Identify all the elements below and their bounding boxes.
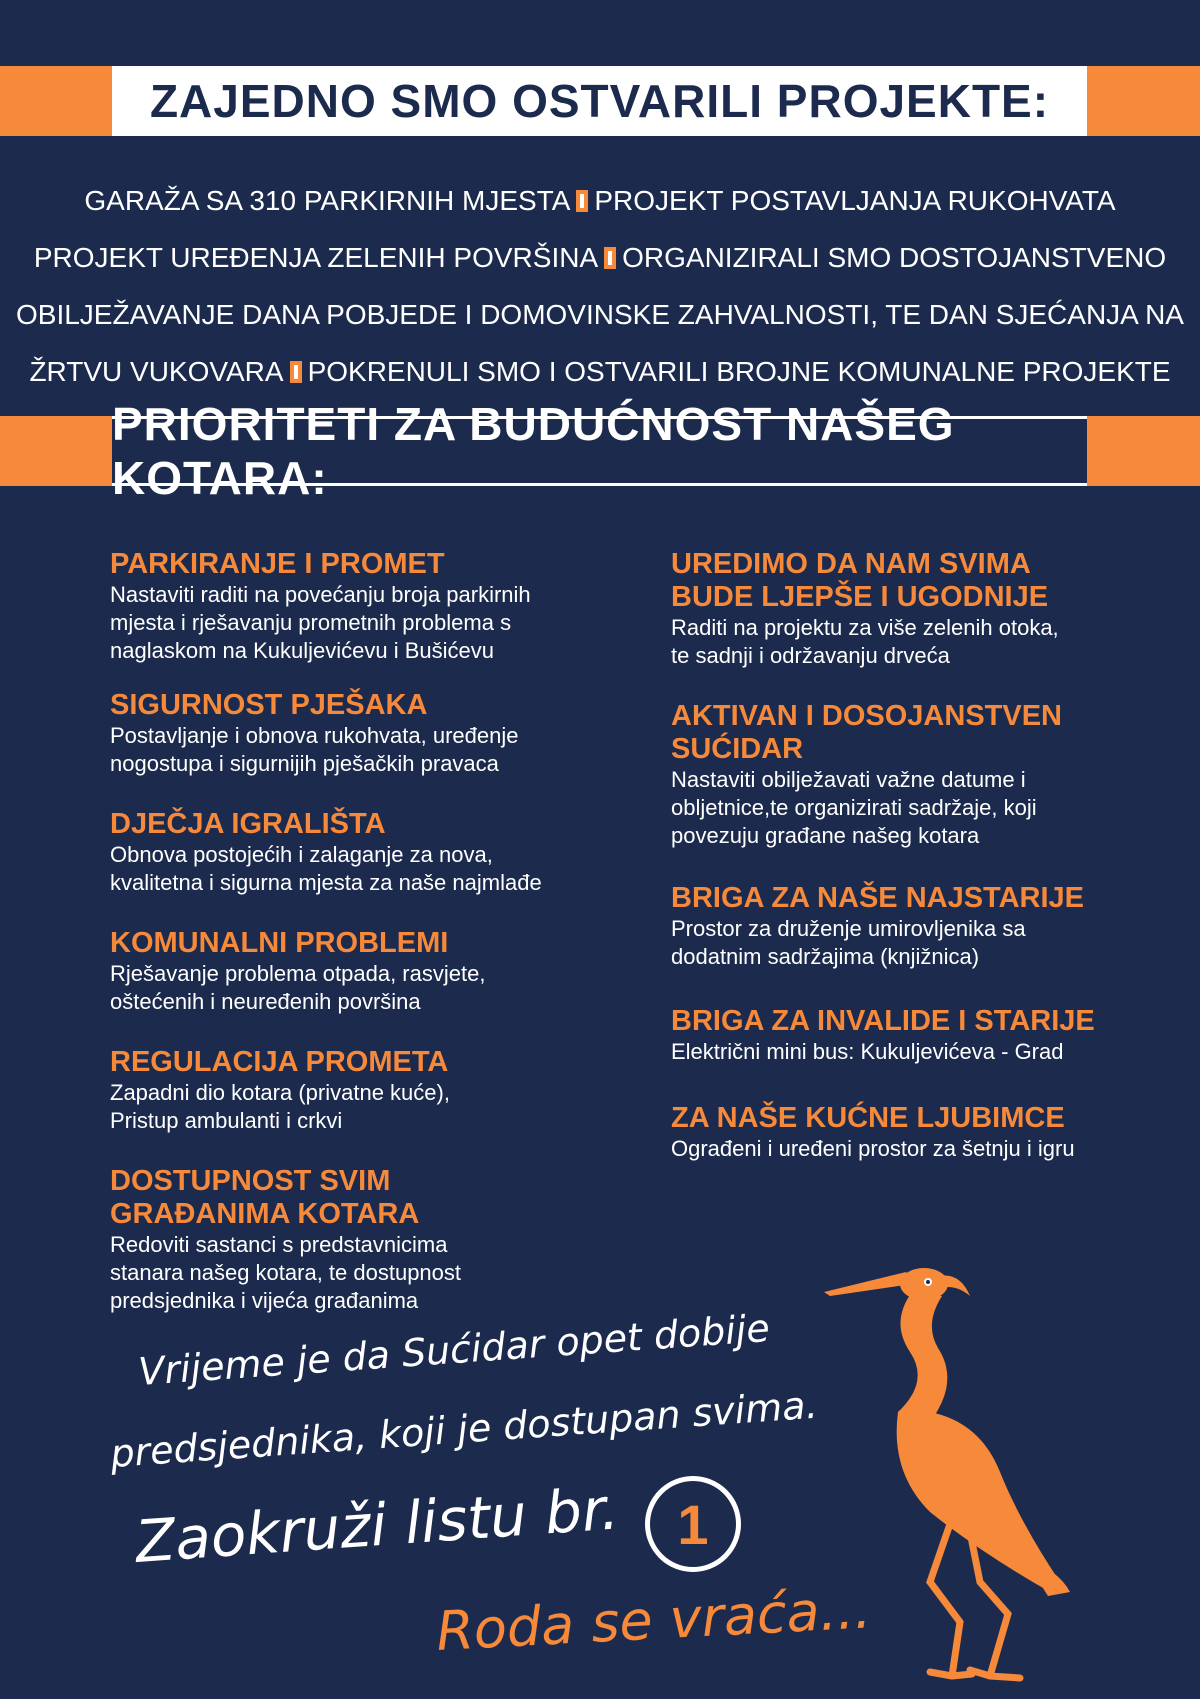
banner-stripe-left xyxy=(0,416,112,486)
priority-text: naglaskom na Kukuljevićevu i Bušićevu xyxy=(110,638,494,663)
slogan-line: predsjednika, koji je dostupan svima. xyxy=(108,1382,819,1476)
priority-item xyxy=(671,1005,1141,1066)
project-item: POKRENULI SMO I OSTVARILI BROJNE KOMUNALNE PROJEKTE xyxy=(307,356,1171,387)
projects-text xyxy=(0,172,1200,400)
projects-line xyxy=(0,229,1200,286)
priority-text: obljetnice,te organizirati sadržaje, koji xyxy=(671,795,1037,820)
priority-text: mjesta i rješavanju prometnih problema s xyxy=(110,610,512,635)
list-number-circle: 1 xyxy=(645,1476,741,1572)
priority-text: Obnova postojećih i zalaganje za nova, xyxy=(110,842,493,867)
priority-item xyxy=(110,689,590,778)
priority-item xyxy=(671,548,1141,670)
slogan-call-to-action: Zaokruži listu br. xyxy=(133,1474,621,1576)
priority-title: BUDE LJEPŠE I UGODNIJE xyxy=(671,581,1049,613)
banner-stripe-right xyxy=(1087,66,1200,136)
orange-square-bullet-icon xyxy=(604,247,616,269)
project-item: OBILJEŽAVANJE DANA POBJEDE I DOMOVINSKE ZAHVALNOSTI, TE DAN SJEĆANJA NA xyxy=(16,299,1184,330)
priority-title: BRIGA ZA INVALIDE I STARIJE xyxy=(671,1005,1095,1037)
orange-square-bullet-icon xyxy=(576,190,588,212)
priority-text: povezuju građane našeg kotara xyxy=(671,823,980,848)
priorities-right-column xyxy=(671,548,1141,1163)
projects-line xyxy=(0,343,1200,400)
banner-stripe-left xyxy=(0,66,112,136)
priority-text: oštećenih i neuređenih površina xyxy=(110,989,421,1014)
stork-icon xyxy=(820,1262,1100,1682)
priority-title: DJEČJA IGRALIŠTA xyxy=(110,808,386,840)
slogan-tagline: Roda se vraća... xyxy=(434,1577,873,1663)
priority-text: nogostupa i sigurnijih pješačkih pravaca xyxy=(110,751,499,776)
priority-title: UREDIMO DA NAM SVIMA xyxy=(671,548,1031,580)
priority-title: KOMUNALNI PROBLEMI xyxy=(110,927,449,959)
project-item: PROJEKT POSTAVLJANJA RUKOHVATA xyxy=(594,185,1116,216)
priority-title: SIGURNOST PJEŠAKA xyxy=(110,689,428,721)
priority-text: stanara našeg kotara, te dostupnost xyxy=(110,1260,462,1285)
priority-text: Električni mini bus: Kukuljevićeva - Grad xyxy=(671,1039,1064,1064)
slogan-line: Vrijeme je da Sućidar opet dobije xyxy=(136,1305,772,1394)
priority-title: AKTIVAN I DOSOJANSTVEN xyxy=(671,700,1063,732)
priority-title: SUĆIDAR xyxy=(671,733,804,765)
priority-item xyxy=(671,700,1141,850)
priority-title: ZA NAŠE KUĆNE LJUBIMCE xyxy=(671,1102,1065,1134)
priority-text: kvalitetna i sigurna mjesta za naše najmlađe xyxy=(110,870,542,895)
banner-priorities xyxy=(0,398,1200,504)
priority-text: Ograđeni i uređeni prostor za šetnju i igru xyxy=(671,1136,1075,1161)
priority-title: GRAĐANIMA KOTARA xyxy=(110,1198,420,1230)
banner-stripe-right xyxy=(1087,416,1200,486)
priority-text: predsjednika i vijeća građanima xyxy=(110,1288,419,1313)
priority-text: Redoviti sastanci s predstavnicima xyxy=(110,1232,448,1257)
orange-square-bullet-icon xyxy=(290,361,302,383)
priority-text: Rješavanje problema otpada, rasvjete, xyxy=(110,961,486,986)
priority-text: dodatnim sadržajima (knjižnica) xyxy=(671,944,980,969)
priority-item xyxy=(110,927,590,1016)
banner-title: ZAJEDNO SMO OSTVARILI PROJEKTE: xyxy=(112,66,1087,136)
priority-item xyxy=(671,882,1141,971)
priority-text: Pristup ambulanti i crkvi xyxy=(110,1108,343,1133)
projects-line xyxy=(0,172,1200,229)
priority-item xyxy=(110,548,590,665)
priority-item xyxy=(671,1102,1141,1163)
priority-title: DOSTUPNOST SVIM xyxy=(110,1165,391,1197)
banner-achievements xyxy=(0,66,1200,136)
priority-text: Nastaviti obilježavati važne datume i xyxy=(671,767,1026,792)
banner-title: PRIORITETI ZA BUDUĆNOST NAŠEG KOTARA: xyxy=(112,416,1087,486)
priority-item xyxy=(110,1046,590,1135)
project-item: ORGANIZIRALI SMO DOSTOJANSTVENO xyxy=(622,242,1167,273)
priorities-left-column xyxy=(110,548,590,1315)
priority-text: Nastaviti raditi na povećanju broja parkirnih xyxy=(110,582,531,607)
project-item: GARAŽA SA 310 PARKIRNIH MJESTA xyxy=(84,185,571,216)
project-item: PROJEKT UREĐENJA ZELENIH POVRŠINA xyxy=(33,242,599,273)
priority-text: Zapadni dio kotara (privatne kuće), xyxy=(110,1080,450,1105)
priority-item xyxy=(110,808,590,897)
priority-text: Raditi na projektu za više zelenih otoka, xyxy=(671,615,1059,640)
priority-title: REGULACIJA PROMETA xyxy=(110,1046,449,1078)
project-item: ŽRTVU VUKOVARA xyxy=(29,356,284,387)
priority-text: Prostor za druženje umirovljenika sa xyxy=(671,916,1026,941)
priority-text: te sadnji i održavanju drveća xyxy=(671,643,950,668)
priority-title: PARKIRANJE I PROMET xyxy=(110,548,445,580)
priority-text: Postavljanje i obnova rukohvata, uređenje xyxy=(110,723,519,748)
priority-title: BRIGA ZA NAŠE NAJSTARIJE xyxy=(671,882,1085,914)
priority-item xyxy=(110,1165,590,1315)
projects-line xyxy=(0,286,1200,343)
